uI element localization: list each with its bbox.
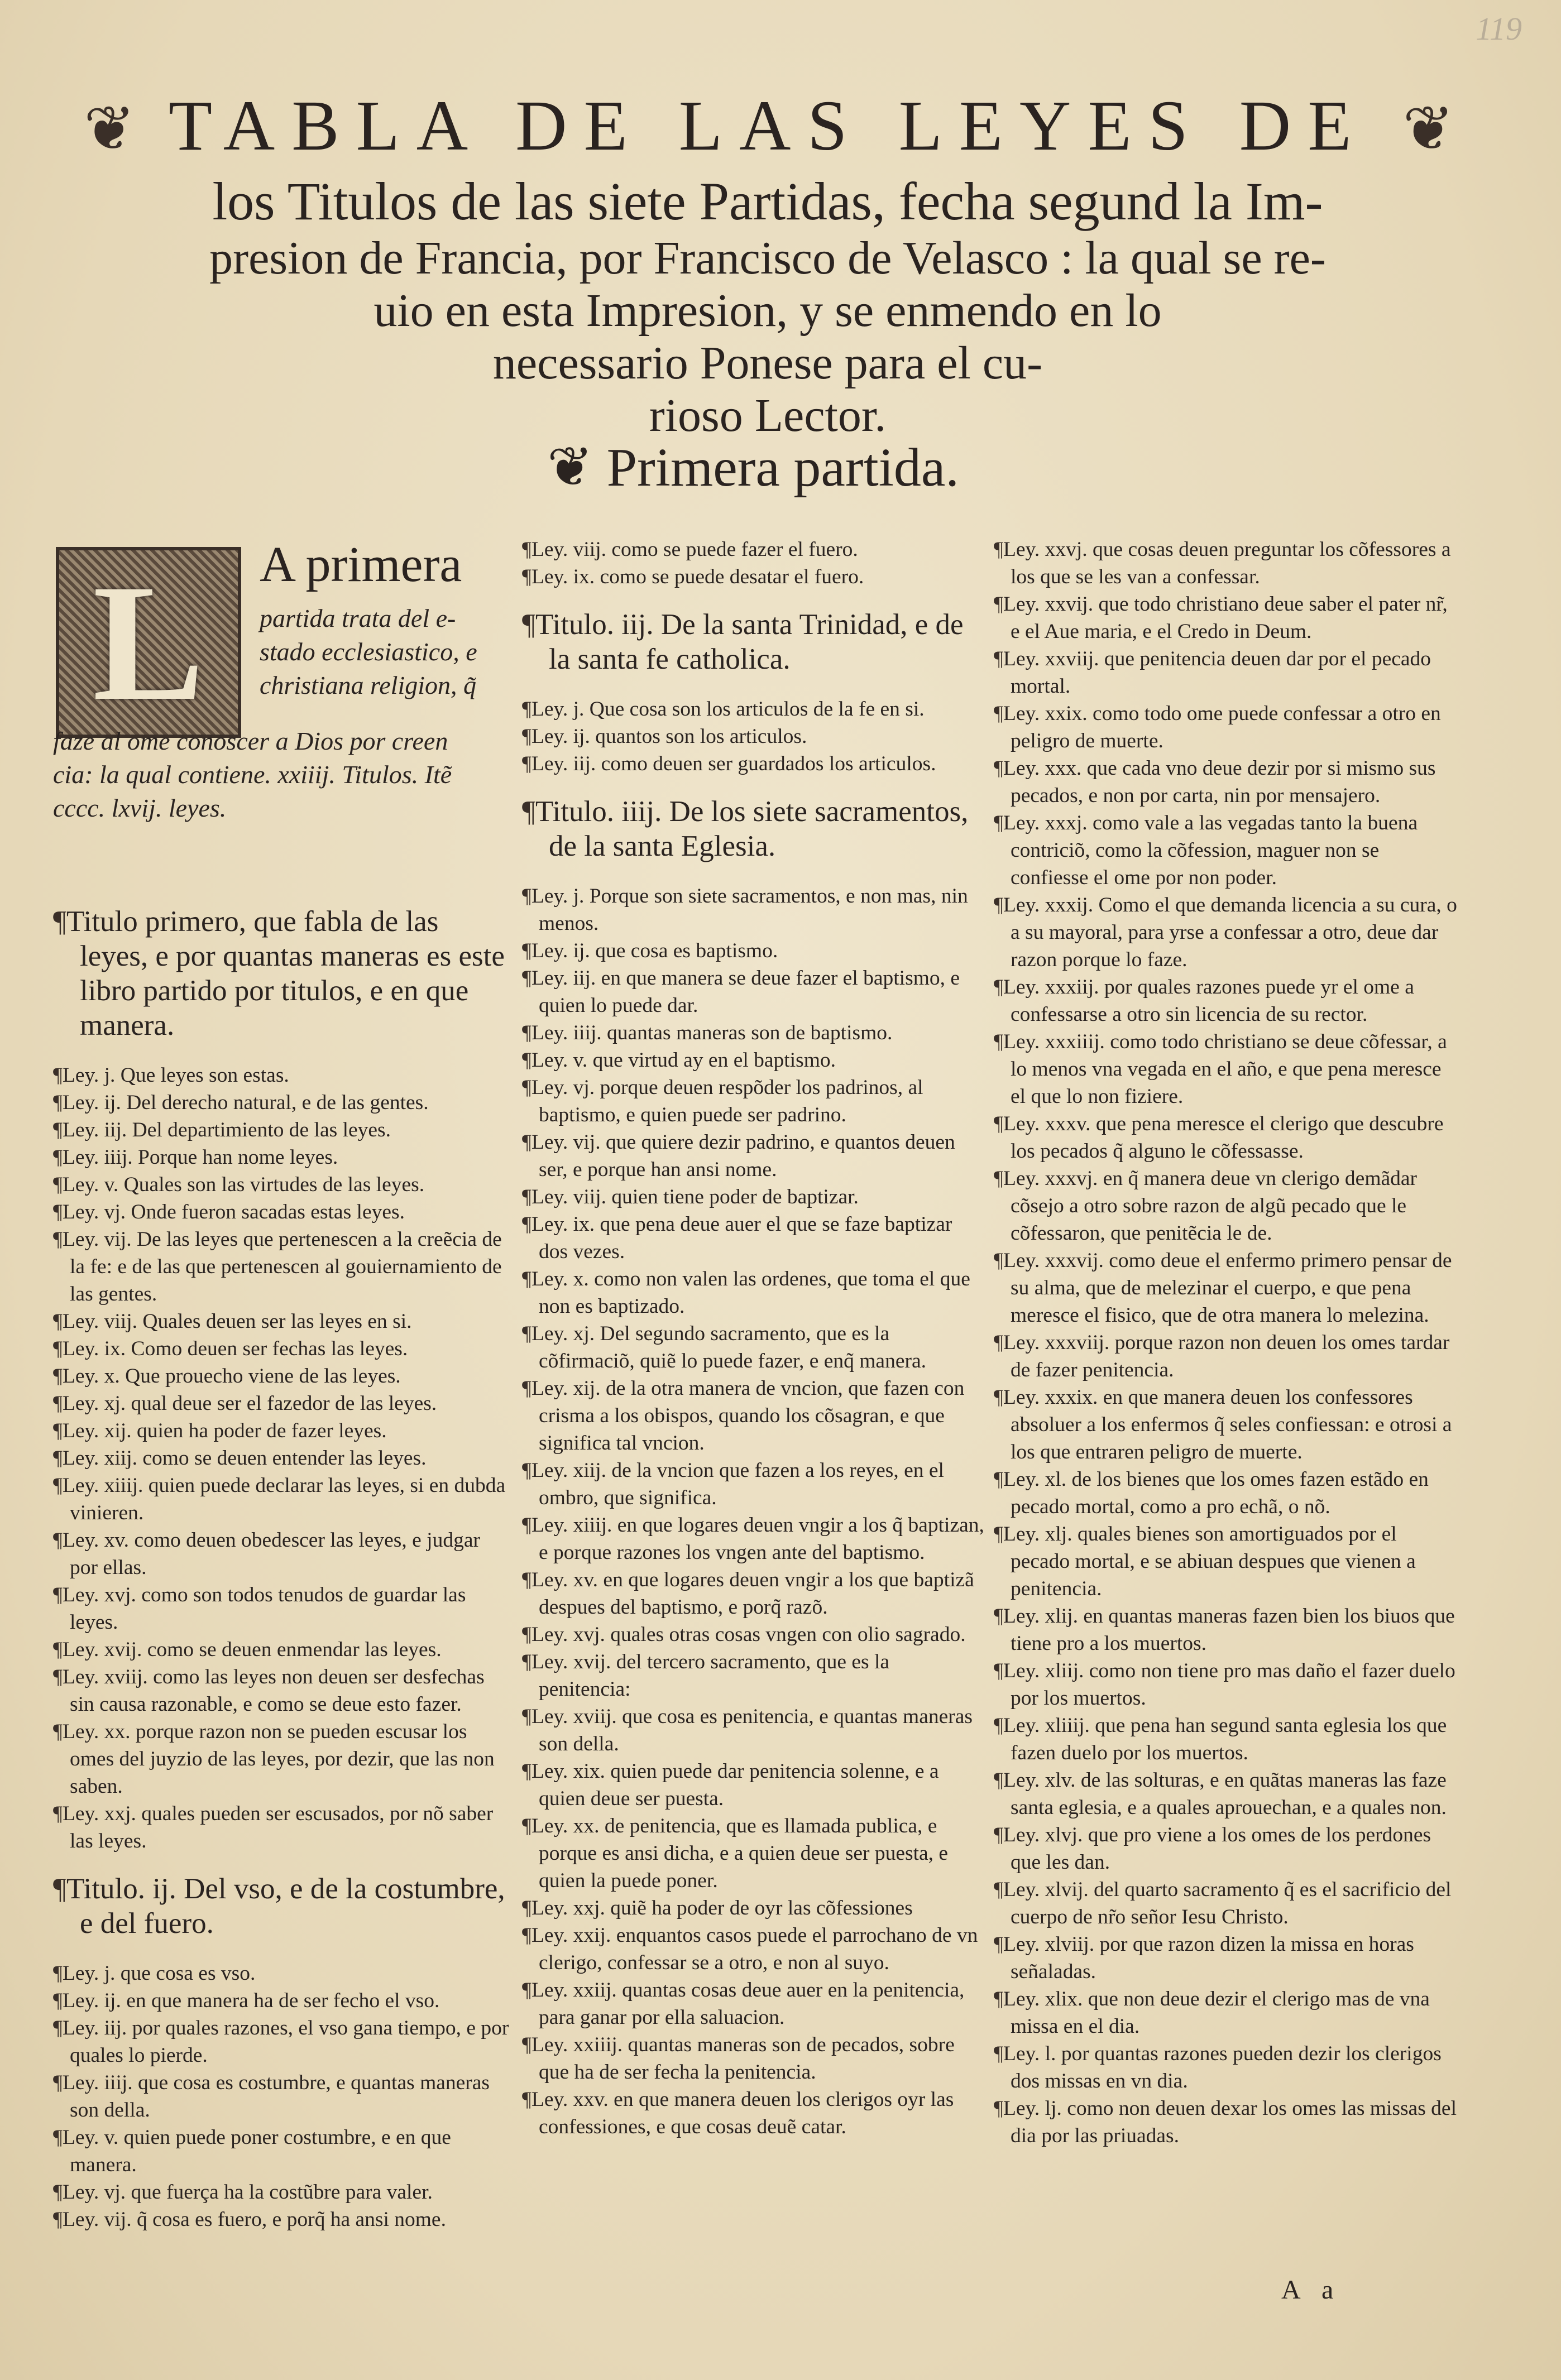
law-entry: ¶Ley. xxxvj. en q̃ manera deue vn clerigo demãdar cõsejo a otro sobre razon de algũ pecado que le cõfessaron, que penitẽcia le de. — [994, 1167, 1418, 1245]
pilcrow-icon: ¶ — [522, 967, 531, 990]
law-entry: ¶Ley. viij. como se puede fazer el fuero. — [522, 538, 858, 561]
pilcrow-icon: ¶ — [53, 1365, 63, 1388]
law-entry: ¶Ley. ij. que cosa es baptismo. — [522, 939, 778, 962]
pilcrow-icon: ¶ — [994, 1523, 1003, 1546]
intro-line: stado ecclesiastico, e — [260, 637, 477, 666]
law-entry: ¶Ley. xlviij. por que razon dizen la missa en horas señaladas. — [994, 1933, 1414, 1983]
law-entry: ¶Ley. xxx. que cada vno deue dezir por si mismo sus pecados, e non por carta, nin por mensajero. — [994, 757, 1436, 807]
law-entry: ¶Ley. xxj. quiẽ ha poder de oyr las cõfessiones — [522, 1897, 913, 1920]
law-entry: ¶Ley. xvij. como se deuen enmendar las leyes. — [53, 1638, 442, 1661]
heading-line-2: los Titulos de las siete Partidas, fecha segund la Im- — [212, 171, 1323, 231]
page-heading — [84, 84, 1452, 442]
pilcrow-icon: ¶ — [522, 1322, 531, 1345]
law-entry: ¶Ley. xxix. como todo ome puede confessar a otro en peligro de muerte. — [994, 702, 1441, 752]
law-entry: ¶Ley. xiiij. en que logares deuen vngir a los q̃ baptizan, e porque razones los vngen ante del baptismo. — [522, 1514, 984, 1564]
law-entry: ¶Ley. xxiiij. quantas maneras son de pecados, sobre que ha de ser fecha la penitencia. — [522, 2033, 955, 2084]
pilcrow-icon: ¶ — [522, 752, 531, 775]
pilcrow-icon: ¶ — [53, 1119, 63, 1141]
law-entry: ¶Ley. xix. quien puede dar penitencia solenne, e a quien deue ser puesta. — [522, 1760, 939, 1810]
pilcrow-icon: ¶ — [522, 1760, 531, 1783]
pilcrow-icon: ¶ — [53, 1474, 63, 1497]
pilcrow-icon: ¶ — [53, 1666, 63, 1688]
pilcrow-icon: ¶ — [994, 976, 1003, 999]
law-entry: ¶Ley. xvj. quales otras cosas vngen con olio sagrado. — [522, 1623, 966, 1646]
law-entry: ¶Ley. xlvj. que pro viene a los omes de los perdones que les dan. — [994, 1824, 1431, 1874]
law-entry: ¶Ley. ix. como se puede desatar el fuero. — [522, 565, 864, 588]
pilcrow-icon: ¶ — [522, 608, 536, 641]
pilcrow-icon: ¶ — [994, 1468, 1003, 1491]
pilcrow-icon: ¶ — [522, 939, 531, 962]
titulo-heading: ¶Titulo. iij. De la santa Trinidad, e de la santa fe catholica. — [522, 608, 964, 675]
pilcrow-icon: ¶ — [994, 1714, 1003, 1737]
law-entry: ¶Ley. xj. qual deue ser el fazedor de las leyes. — [53, 1392, 437, 1415]
pilcrow-icon: ¶ — [994, 593, 1003, 616]
decorated-initial: L — [56, 547, 241, 738]
law-entry: ¶Ley. j. Porque son siete sacramentos, e non mas, nin menos. — [522, 885, 968, 935]
law-list — [53, 1062, 511, 1855]
intro-line: cccc. lxvij. leyes. — [53, 794, 227, 822]
law-entry: ¶Ley. j. que cosa es vso. — [53, 1962, 256, 1985]
law-list — [522, 695, 985, 778]
law-entry: ¶Ley. xxj. quales pueden ser escusados, por nõ saber las leyes. — [53, 1802, 494, 1853]
pilcrow-icon: ¶ — [994, 1988, 1003, 2010]
section-title — [547, 435, 959, 499]
pilcrow-icon: ¶ — [53, 1064, 63, 1087]
heading-text-1: TABLA DE LAS LEYES DE — [168, 86, 1368, 165]
law-entry: ¶Ley. xiij. como se deuen entender las leyes. — [53, 1447, 427, 1470]
law-entry: ¶Ley. ix. Como deuen ser fechas las leyes. — [53, 1337, 408, 1360]
pilcrow-icon: ¶ — [53, 905, 67, 938]
law-entry: ¶Ley. xvij. del tercero sacramento, que es la penitencia: — [522, 1650, 890, 1701]
pilcrow-icon: ¶ — [994, 1878, 1003, 1901]
pilcrow-icon: ¶ — [522, 795, 536, 828]
pilcrow-icon: ¶ — [53, 1873, 67, 1905]
pilcrow-icon: ¶ — [53, 1146, 63, 1169]
pilcrow-icon: ¶ — [53, 1091, 63, 1114]
intro-line: cia: la qual contiene. xxiiij. Titulos. Itẽ — [53, 760, 452, 789]
law-entry: ¶Ley. xxxvij. como deue el enfermo primero pensar de su alma, que de melezinar el cuerpo, e que pena meresce el fisico, que de otra manera lo melezina. — [994, 1249, 1452, 1327]
law-entry: ¶Ley. ij. Del derecho natural, e de las gentes. — [53, 1091, 429, 1114]
intro-line: partida trata del e- — [260, 604, 456, 632]
titulo-heading: ¶Titulo. ij. Del vso, e de la costumbre, e del fuero. — [53, 1873, 505, 1940]
pilcrow-icon: ¶ — [522, 1377, 531, 1400]
pilcrow-icon: ¶ — [53, 1529, 63, 1552]
law-entry: ¶Ley. xlv. de las solturas, e en quãtas maneras las faze santa eglesia, e a quales aprouechan, e a quales non. — [994, 1769, 1447, 1819]
law-entry: ¶Ley. xxiij. quantas cosas deue auer en la penitencia, para ganar por ella saluacion. — [522, 1979, 965, 2029]
law-entry: ¶Ley. l. por quantas razones pueden dezir los clerigos dos missas en vn dia. — [994, 2042, 1442, 2093]
law-entry: ¶Ley. iiij. quantas maneras son de baptismo. — [522, 1021, 893, 1044]
pilcrow-icon: ¶ — [994, 1605, 1003, 1628]
law-entry: ¶Ley. xxvij. que todo christiano deue saber el pater nr̃, e el Aue maria, e el Credo in Deum. — [994, 593, 1448, 643]
heading-line-4: uio en esta Impresion, y se enmendo en lo — [374, 285, 1162, 337]
pilcrow-icon: ¶ — [53, 1989, 63, 2012]
law-entry: ¶Ley. xxxij. Como el que demanda licencia a su cura, o a su mayoral, para yrse a confessar a otro, deue dar razon porque lo faze. — [994, 894, 1457, 971]
pilcrow-icon: ¶ — [994, 1769, 1003, 1792]
heading-line-6: rioso Lector. — [649, 390, 887, 442]
law-entry: ¶Ley. vij. q̃ cosa es fuero, e porq̃ ha ansi nome. — [53, 2208, 446, 2231]
law-list — [522, 882, 985, 2141]
pilcrow-icon: ¶ — [994, 812, 1003, 834]
pilcrow-icon: ¶ — [53, 1392, 63, 1415]
section-title-text: Primera partida. — [606, 438, 959, 498]
pilcrow-icon: ¶ — [522, 1514, 531, 1537]
pilcrow-icon: ¶ — [53, 1310, 63, 1333]
pilcrow-icon: ¶ — [522, 1705, 531, 1728]
law-entry: ¶Ley. ij. en que manera ha de ser fecho el vso. — [53, 1989, 440, 2012]
law-entry: ¶Ley. iij. por quales razones, el vso gana tiempo, e por quales lo pierde. — [53, 2017, 509, 2067]
law-entry: ¶Ley. vij. De las leyes que pertenescen a la creẽcia de la fe: e de las que pertenescen al gouiernamiento de las gentes. — [53, 1228, 502, 1306]
pilcrow-icon: ¶ — [53, 2208, 63, 2231]
law-list — [522, 536, 985, 591]
law-entry: ¶Ley. vij. que quiere dezir padrino, e quantos deuen ser, e porque han ansi nome. — [522, 1131, 955, 1181]
law-entry: ¶Ley. xxv. en que manera deuen los clerigos oyr las confessiones, e que cosas deuẽ catar. — [522, 2088, 954, 2138]
pilcrow-icon: ¶ — [522, 698, 531, 721]
law-entry: ¶Ley. j. Que cosa son los articulos de la fe en si. — [522, 698, 925, 721]
intro-opening: A primera — [260, 537, 462, 592]
law-entry: ¶Ley. xiiij. quien puede declarar las leyes, si en dubda vinieren. — [53, 1474, 506, 1524]
law-entry: ¶Ley. xv. en que logares deuen vngir a los que baptizã despues del baptismo, e porq̃ razõ. — [522, 1568, 974, 1619]
law-entry: ¶Ley. vj. porque deuen respõder los padrinos, al baptismo, e quien puede ser padrino. — [522, 1076, 923, 1126]
law-entry: ¶Ley. xlix. que non deue dezir el clerigo mas de vna missa en el dia. — [994, 1988, 1430, 2038]
law-entry: ¶Ley. xviij. que cosa es penitencia, e quantas maneras son della. — [522, 1705, 973, 1755]
pilcrow-icon: ¶ — [522, 1213, 531, 1236]
law-entry: ¶Ley. xlij. en quantas maneras fazen bien los biuos que tiene pro a los muertos. — [994, 1605, 1455, 1655]
pilcrow-icon: ¶ — [53, 2017, 63, 2040]
law-entry: ¶Ley. xij. quien ha poder de fazer leyes. — [53, 1419, 387, 1442]
law-entry: ¶Ley. xviij. como las leyes non deuen ser desfechas sin causa razonable, e como se deue esto fazer. — [53, 1666, 485, 1716]
law-entry: ¶Ley. xxxviij. porque razon non deuen los omes tardar de fazer penitencia. — [994, 1331, 1450, 1381]
law-entry: ¶Ley. x. como non valen las ordenes, que toma el que non es baptizado. — [522, 1268, 970, 1318]
pilcrow-icon: ¶ — [522, 1021, 531, 1044]
pilcrow-icon: ¶ — [522, 2088, 531, 2111]
law-entry: ¶Ley. xxxiij. por quales razones puede yr el ome a confessarse a otro sin licencia de su rector. — [994, 976, 1414, 1026]
pilcrow-icon: ¶ — [522, 1568, 531, 1591]
pilcrow-icon: ¶ — [994, 1331, 1003, 1354]
pilcrow-icon: ¶ — [522, 1049, 531, 1072]
pilcrow-icon: ¶ — [522, 1924, 531, 1947]
pilcrow-icon: ¶ — [522, 2033, 531, 2056]
law-entry: ¶Ley. xxxv. que pena meresce el clerigo que descubre los pecados q̃ alguno le cõfessasse. — [994, 1112, 1444, 1163]
law-entry: ¶Ley. v. quien puede poner costumbre, e en que manera. — [53, 2126, 451, 2176]
law-entry: ¶Ley. xliiij. que pena han segund santa eglesia los que fazen duelo por los muertos. — [994, 1714, 1447, 1764]
folio-number: 119 — [1476, 11, 1522, 47]
law-entry: ¶Ley. xvj. como son todos tenudos de guardar las leyes. — [53, 1584, 466, 1634]
pilcrow-icon: ¶ — [522, 565, 531, 588]
law-entry: ¶Ley. iij. como deuen ser guardados los articulos. — [522, 752, 936, 775]
pilcrow-icon: ¶ — [522, 1131, 531, 1154]
pilcrow-icon: ¶ — [522, 1076, 531, 1099]
law-entry: ¶Ley. lj. como non deuen dexar los omes las missas del dia por las priuadas. — [994, 2097, 1457, 2147]
law-entry: ¶Ley. vj. Onde fueron sacadas estas leyes. — [53, 1201, 405, 1223]
pilcrow-icon: ¶ — [994, 1933, 1003, 1956]
fleuron-ornament-icon: ❦ — [547, 438, 593, 498]
intro-line: christiana religion, q̃ — [260, 671, 477, 699]
pilcrow-icon: ¶ — [53, 1337, 63, 1360]
column-1 — [53, 536, 511, 2233]
pilcrow-icon: ¶ — [994, 1386, 1003, 1409]
heading-line-3: presion de Francia, por Francisco de Velasco : la qual se re- — [209, 232, 1326, 284]
pilcrow-icon: ¶ — [994, 1167, 1003, 1190]
law-entry: ¶Ley. xxij. enquantos casos puede el parrochano de vn clerigo, confessar se a otro, e non al suyo. — [522, 1924, 978, 1974]
law-entry: ¶Ley. xlvij. del quarto sacramento q̃ es el sacrificio del cuerpo de nr̃o señor Iesu Christo. — [994, 1878, 1452, 1928]
pilcrow-icon: ¶ — [522, 1897, 531, 1920]
law-entry: ¶Ley. xliij. como non tiene pro mas daño el fazer duelo por los muertos. — [994, 1659, 1455, 1710]
pilcrow-icon: ¶ — [522, 1459, 531, 1482]
titulo-heading: ¶Titulo. iiij. De los siete sacramentos, de la santa Eglesia. — [522, 795, 969, 862]
pilcrow-icon: ¶ — [53, 1173, 63, 1196]
law-entry: ¶Ley. iij. en que manera se deue fazer el baptismo, e quien lo puede dar. — [522, 967, 960, 1017]
pilcrow-icon: ¶ — [994, 1824, 1003, 1846]
law-entry: ¶Ley. xxxix. en que manera deuen los confessores absoluer a los enfermos q̃ seles confiessan: e otrosi a los que entraren peligro de muerte. — [994, 1386, 1452, 1463]
pilcrow-icon: ¶ — [53, 1228, 63, 1251]
heading-line-5: necessario Ponese para el cu- — [492, 337, 1043, 389]
law-entry: ¶Ley. vj. que fuerça ha la costũbre para valer. — [53, 2181, 433, 2204]
fleuron-ornament-icon: ❦ — [84, 95, 136, 163]
pilcrow-icon: ¶ — [53, 1447, 63, 1470]
law-entry: ¶Ley. xj. Del segundo sacramento, que es la cõfirmaciõ, quiẽ lo puede fazer, e enq̃ manera. — [522, 1322, 926, 1373]
pilcrow-icon: ¶ — [522, 885, 531, 908]
intro-block — [53, 536, 511, 887]
pilcrow-icon: ¶ — [53, 1584, 63, 1606]
pilcrow-icon: ¶ — [522, 1979, 531, 2002]
law-entry: ¶Ley. xl. de los bienes que los omes fazen estãdo en pecado mortal, como a pro echã, o nõ. — [994, 1468, 1429, 1518]
law-entry: ¶Ley. ij. quantos son los articulos. — [522, 725, 807, 748]
law-entry: ¶Ley. xlj. quales bienes son amortiguados por el pecado mortal, e se abiuan despues que vienen a penitencia. — [994, 1523, 1416, 1600]
law-entry: ¶Ley. xxxj. como vale a las vegadas tanto la buena contriciõ, como la cõfession, maguer non se confiesse el ome por non poder. — [994, 812, 1418, 889]
heading-line-1 — [84, 84, 1452, 171]
law-entry: ¶Ley. iiij. que cosa es costumbre, e quantas maneras son della. — [53, 2071, 490, 2122]
law-list — [994, 536, 1457, 2149]
law-entry: ¶Ley. xxviij. que penitencia deuen dar por el pecado mortal. — [994, 647, 1431, 698]
law-entry: ¶Ley. xxxiiij. como todo christiano se deue cõfessar, a lo menos vna vegada en el año, e que pena meresce el que lo non fiziere. — [994, 1030, 1447, 1108]
law-entry: ¶Ley. iiij. Porque han nome leyes. — [53, 1146, 338, 1169]
pilcrow-icon: ¶ — [53, 1720, 63, 1743]
pilcrow-icon: ¶ — [53, 2181, 63, 2204]
pilcrow-icon: ¶ — [53, 1962, 63, 1985]
law-entry: ¶Ley. ix. que pena deue auer el que se faze baptizar dos vezes. — [522, 1213, 952, 1263]
signature-mark: A a — [1281, 2275, 1342, 2305]
pilcrow-icon: ¶ — [994, 1249, 1003, 1272]
pilcrow-icon: ¶ — [994, 702, 1003, 725]
pilcrow-icon: ¶ — [53, 1201, 63, 1223]
law-entry: ¶Ley. iij. Del departimiento de las leyes. — [53, 1119, 391, 1141]
pilcrow-icon: ¶ — [994, 2097, 1003, 2120]
pilcrow-icon: ¶ — [53, 1638, 63, 1661]
law-entry: ¶Ley. viij. quien tiene poder de baptizar. — [522, 1186, 859, 1208]
law-entry: ¶Ley. xv. como deuen obedescer las leyes, e judgar por ellas. — [53, 1529, 480, 1579]
law-entry: ¶Ley. viij. Quales deuen ser las leyes en si. — [53, 1310, 412, 1333]
law-entry: ¶Ley. xij. de la otra manera de vncion, que fazen con crisma a los obispos, quando los cõsagran, e que significa tal vncion. — [522, 1377, 965, 1455]
pilcrow-icon: ¶ — [522, 1623, 531, 1646]
law-entry: ¶Ley. xxvj. que cosas deuen preguntar los cõfessores a los que se les van a confessar. — [994, 538, 1451, 588]
pilcrow-icon: ¶ — [53, 2071, 63, 2094]
intro-line: faze al ome conoscer a Dios por creen — [53, 727, 448, 755]
pilcrow-icon: ¶ — [522, 1186, 531, 1208]
pilcrow-icon: ¶ — [994, 1112, 1003, 1135]
column-3 — [994, 536, 1457, 2149]
pilcrow-icon: ¶ — [994, 2042, 1003, 2065]
pilcrow-icon: ¶ — [522, 725, 531, 748]
law-entry: ¶Ley. j. Que leyes son estas. — [53, 1064, 289, 1087]
pilcrow-icon: ¶ — [522, 1650, 531, 1673]
fleuron-ornament-icon: ❦ — [1402, 95, 1454, 163]
pilcrow-icon: ¶ — [522, 1268, 531, 1290]
law-entry: ¶Ley. x. Que prouecho viene de las leyes. — [53, 1365, 401, 1388]
pilcrow-icon: ¶ — [522, 538, 531, 561]
pilcrow-icon: ¶ — [53, 1419, 63, 1442]
pilcrow-icon: ¶ — [994, 1659, 1003, 1682]
column-2 — [522, 536, 985, 2141]
pilcrow-icon: ¶ — [994, 757, 1003, 780]
law-entry: ¶Ley. xx. de penitencia, que es llamada publica, e porque es ansi dicha, e a quien deue ser puesta, e quien la puede poner. — [522, 1815, 949, 1892]
titulo-heading: ¶Titulo primero, que fabla de las leyes, e por quantas maneras es este libro partido por titulos, e en que manera. — [53, 905, 505, 1042]
pilcrow-icon: ¶ — [522, 1815, 531, 1837]
pilcrow-icon: ¶ — [53, 2126, 63, 2149]
law-entry: ¶Ley. xiij. de la vncion que fazen a los reyes, en el ombro, que significa. — [522, 1459, 944, 1509]
pilcrow-icon: ¶ — [994, 647, 1003, 670]
law-list — [53, 1960, 511, 2233]
law-entry: ¶Ley. v. Quales son las virtudes de las leyes. — [53, 1173, 425, 1196]
pilcrow-icon: ¶ — [53, 1802, 63, 1825]
pilcrow-icon: ¶ — [994, 538, 1003, 561]
law-entry: ¶Ley. v. que virtud ay en el baptismo. — [522, 1049, 836, 1072]
pilcrow-icon: ¶ — [994, 894, 1003, 917]
pilcrow-icon: ¶ — [994, 1030, 1003, 1053]
law-entry: ¶Ley. xx. porque razon non se pueden escusar los omes del juyzio de las leyes, por dezir, que las non saben. — [53, 1720, 495, 1798]
